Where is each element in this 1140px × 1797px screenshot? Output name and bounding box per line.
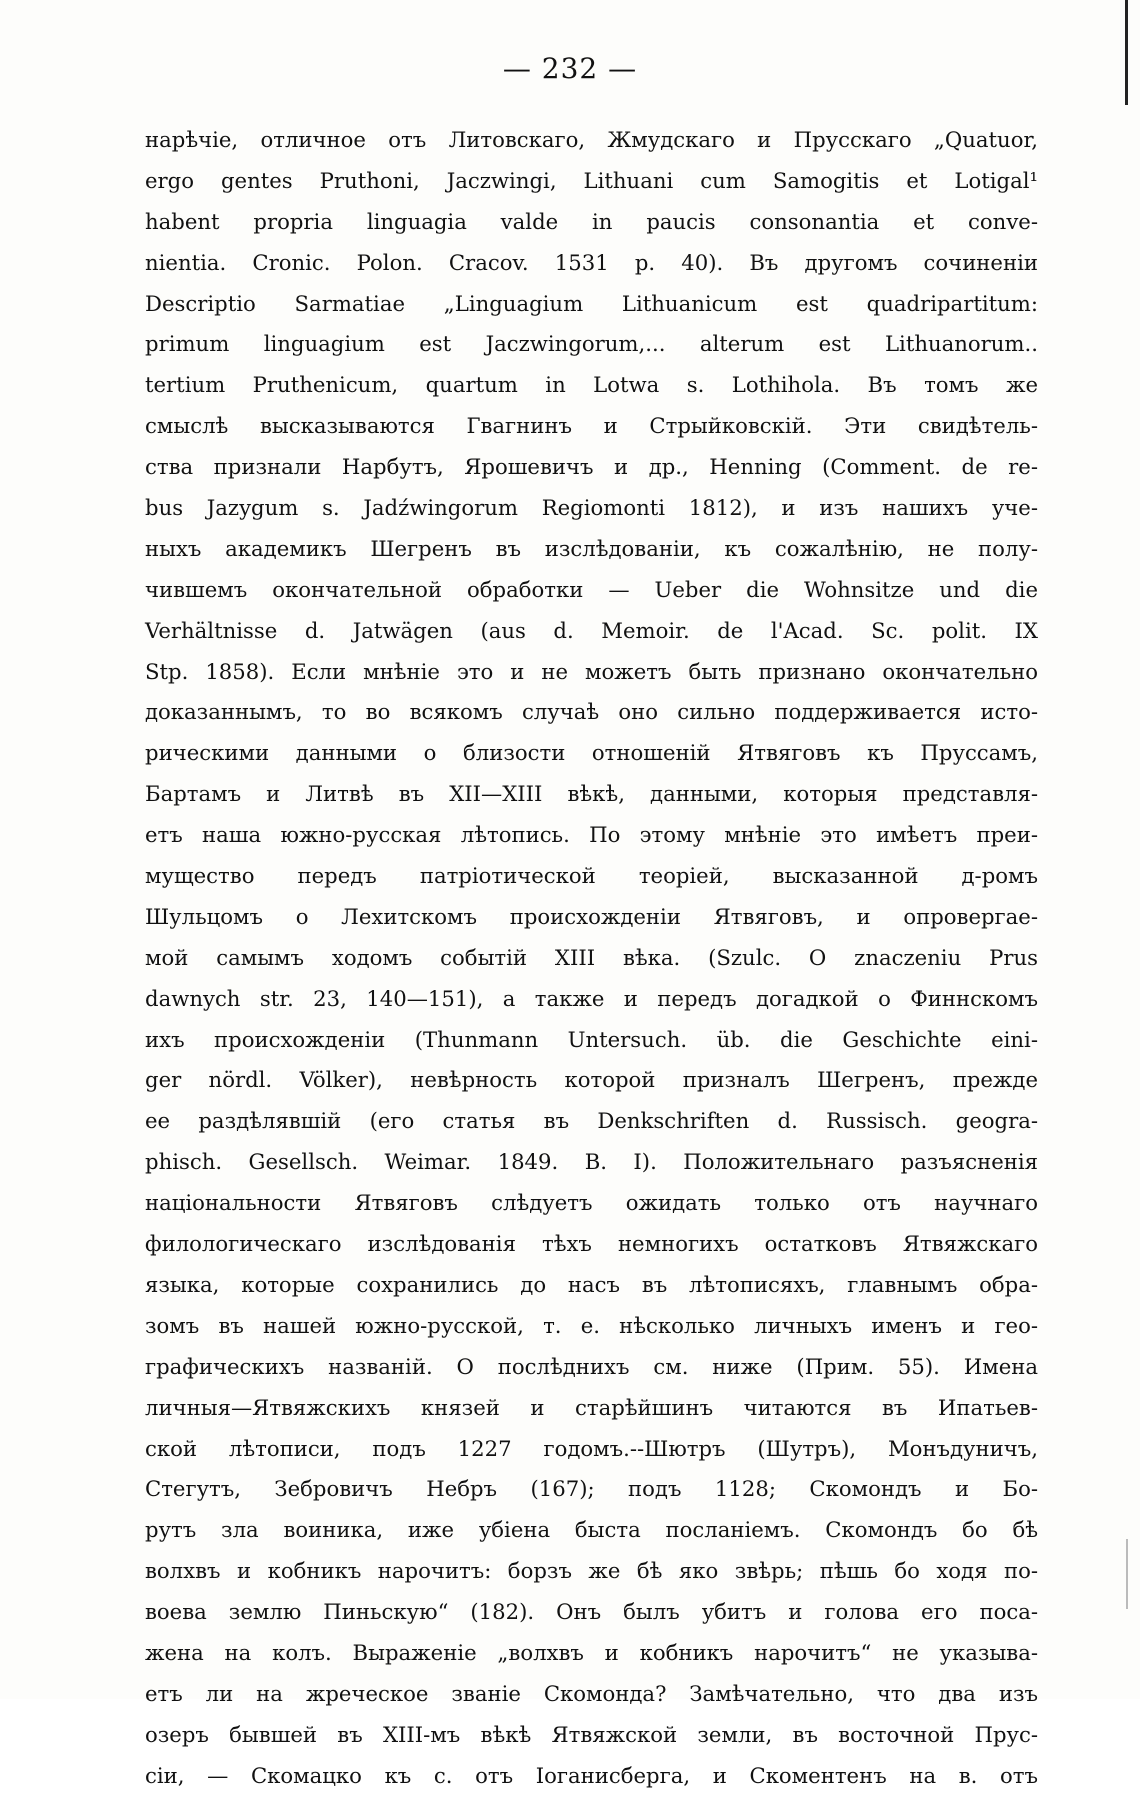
text-line: доказаннымъ, то во всякомъ случаѣ оно сильно поддерживается исто-	[145, 699, 1038, 725]
text-line: bus Jazygum s. Jadźwingorum Regiomonti 1812), и изъ нашихъ уче-	[145, 495, 1038, 521]
text-line: dawnych str. 23, 140—151), а также и передъ догадкой о Финнскомъ	[145, 985, 1038, 1011]
text-line: чившемъ окончательной обработки — Ueber die Wohnsitze und die	[145, 576, 1038, 602]
text-line: ныхъ академикъ Шегренъ въ изслѣдованіи, къ сожалѣнію, не полу-	[145, 535, 1038, 561]
text-line: жена на колъ. Выраженіе „волхвъ и кобникъ нарочитъ“ не указыва-	[145, 1639, 1038, 1665]
text-line: етъ ли на жреческое званіе Скомонда? Замѣчательно, что два изъ	[145, 1680, 1038, 1706]
text-line: рутъ зла воиника, иже убіена быста посланіемъ. Скомондъ бо бѣ	[145, 1517, 1038, 1543]
text-line: primum linguagium est Jaczwingorum,... alterum est Lithuanorum..	[145, 331, 1038, 357]
text-line: habent propria linguagia valde in paucis consonantia et conve-	[145, 208, 1038, 234]
text-line: ger nördl. Völker), невѣрность которой призналъ Шегренъ, прежде	[145, 1067, 1038, 1093]
text-line: мой самымъ ходомъ событій XIII вѣка. (Szulc. O znaczeniu Prus	[145, 944, 1038, 970]
text-line: сіи, — Скомацко къ с. отъ Іоганисберга, и Скоментенъ на в. отъ	[145, 1762, 1038, 1788]
text-line: національности Ятвяговъ слѣдуетъ ожидать только отъ научнаго	[145, 1190, 1038, 1216]
body-text	[145, 120, 1038, 1797]
text-line: зомъ въ нашей южно-русской, т. е. нѣсколько личныхъ именъ и гео-	[145, 1312, 1038, 1338]
text-line: языка, которые сохранились до насъ въ лѣтописяхъ, главнымъ обра-	[145, 1271, 1038, 1297]
text-line: смыслѣ высказываются Гвагнинъ и Стрыйковскій. Эти свидѣтель-	[145, 413, 1038, 439]
text-line: мущество передъ патріотической теоріей, высказанной д-ромъ	[145, 863, 1038, 889]
text-line: Stp. 1858). Если мнѣніе это и не можетъ быть признано окончательно	[145, 658, 1038, 684]
text-line: nientia. Cronic. Polon. Cracov. 1531 p. 40). Въ другомъ сочиненіи	[145, 249, 1038, 275]
text-line: волхвъ и кобникъ нарочитъ: борзъ же бѣ яко звѣрь; пѣшь бо ходя по-	[145, 1558, 1038, 1584]
text-line: Шульцомъ о Лехитскомъ происхожденіи Ятвяговъ, и опровергае-	[145, 903, 1038, 929]
page-number: — 232 —	[502, 52, 638, 85]
text-line: Descriptio Sarmatiae „Linguagium Lithuanicum est quadripartitum:	[145, 290, 1038, 316]
text-line: графическихъ названій. О послѣднихъ см. ниже (Прим. 55). Имена	[145, 1353, 1038, 1379]
text-line: етъ наша южно-русская лѣтопись. По этому мнѣніе это имѣетъ преи-	[145, 822, 1038, 848]
text-line: ихъ происхожденіи (Thunmann Untersuch. üb. die Geschichte eini-	[145, 1026, 1038, 1052]
text-line: Стегутъ, Зебровичъ Небръ (167); подъ 1128; Скомондъ и Бо-	[145, 1476, 1038, 1502]
text-line: филологическаго изслѣдованія тѣхъ немногихъ остатковъ Ятвяжскаго	[145, 1231, 1038, 1257]
text-line: воева землю Пиньскую“ (182). Онъ былъ убитъ и голова его поса-	[145, 1599, 1038, 1625]
text-line: phisch. Gesellsch. Weimar. 1849. B. I). Положительнаго разъясненія	[145, 1149, 1038, 1175]
text-line: tertium Pruthenicum, quartum in Lotwa s. Lothihola. Въ томъ же	[145, 372, 1038, 398]
scan-edge-mark	[1126, 1539, 1128, 1609]
text-line: ской лѣтописи, подъ 1227 годомъ.--Шютръ (Шутръ), Монъдуничъ,	[145, 1435, 1038, 1461]
text-line: ergo gentes Pruthoni, Jaczwingi, Lithuani cum Samogitis et Lotigal¹	[145, 167, 1038, 193]
text-line: Бартамъ и Литвѣ въ XII—XIII вѣкѣ, данными, которыя представля-	[145, 781, 1038, 807]
text-line: озеръ бывшей въ XIII-мъ вѣкѣ Ятвяжской земли, въ восточной Прус-	[145, 1721, 1038, 1747]
text-line: ства признали Нарбутъ, Ярошевичъ и др., Henning (Comment. de re-	[145, 454, 1038, 480]
text-line: личныя—Ятвяжскихъ князей и старѣйшинъ читаются въ Ипатьев-	[145, 1394, 1038, 1420]
text-line: Verhältnisse d. Jatwägen (aus d. Memoir. de l'Acad. Sc. polit. IX	[145, 617, 1038, 643]
scan-edge-mark	[1125, 0, 1128, 105]
text-line: нарѣчіе, отличное отъ Литовскаго, Жмудскаго и Прусскаго „Quatuor,	[145, 127, 1038, 152]
text-line: ее раздѣлявшій (его статья въ Denkschriften d. Russisch. geogra-	[145, 1108, 1038, 1134]
text-line: рическими данными о близости отношеній Ятвяговъ къ Пруссамъ,	[145, 740, 1038, 766]
